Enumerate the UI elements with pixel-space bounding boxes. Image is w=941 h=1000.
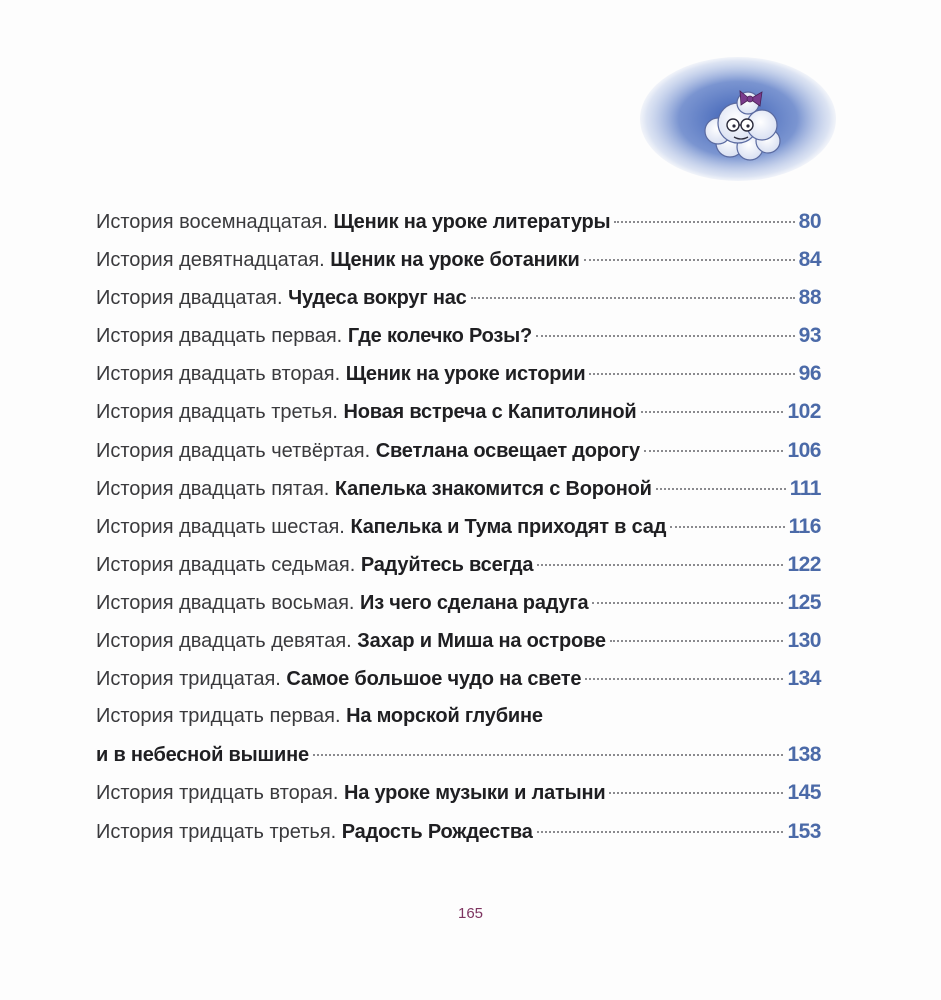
toc-entry-title: и в небесной вышине — [96, 744, 309, 767]
toc-entry-title: Захар и Миша на острове — [357, 630, 606, 653]
table-of-contents — [96, 210, 821, 858]
dot-leader — [656, 488, 786, 490]
toc-entry-page: 145 — [787, 781, 821, 805]
toc-entry-title: Капелька знакомится с Вороной — [334, 477, 652, 500]
dot-leader — [537, 831, 784, 833]
dot-leader — [592, 602, 783, 604]
toc-entry-title: На уроке музыки и латыни — [343, 782, 606, 805]
dot-leader — [536, 335, 795, 337]
toc-entry-title: Радуйтесь всегда — [360, 553, 534, 576]
toc-entry-number: История двадцать третья. — [96, 401, 338, 424]
toc-entry-page: 96 — [798, 362, 821, 386]
toc-entry-title: Самое большое чудо на свете — [286, 668, 582, 691]
toc-entry-number: История двадцать седьмая. — [96, 553, 356, 576]
toc-entry-title: Светлана освещает дорогу — [375, 439, 640, 462]
toc-entry[interactable] — [96, 248, 821, 286]
toc-entry-title: Щеник на уроке истории — [345, 363, 586, 386]
toc-entry-page: 80 — [798, 210, 821, 233]
toc-entry[interactable] — [96, 400, 821, 438]
toc-entry-number: История двадцатая. — [96, 287, 283, 310]
toc-entry[interactable] — [96, 820, 821, 858]
toc-entry-page: 153 — [787, 819, 821, 843]
toc-entry-number: История двадцать первая. — [96, 325, 343, 348]
toc-entry[interactable] — [96, 667, 821, 705]
toc-entry[interactable] — [96, 629, 821, 667]
toc-entry-number: История двадцать вторая. — [96, 363, 341, 386]
toc-entry-page: 138 — [787, 743, 821, 767]
toc-entry[interactable] — [96, 286, 821, 324]
toc-entry-page: 130 — [787, 629, 821, 653]
toc-entry-number: История двадцать четвёртая. — [96, 439, 371, 462]
toc-entry-number: История девятнадцатая. — [96, 249, 325, 272]
toc-entry-page: 116 — [788, 514, 821, 538]
toc-entry-title: Где колечко Розы? — [347, 325, 533, 348]
toc-entry-number: История тридцать вторая. — [96, 782, 339, 805]
toc-entry[interactable] — [96, 553, 821, 591]
dot-leader — [609, 792, 783, 794]
toc-entry-number: История двадцать восьмая. — [96, 591, 355, 614]
toc-entry-number: История двадцать пятая. — [96, 477, 330, 500]
toc-entry-page: 125 — [787, 590, 821, 614]
dot-leader — [614, 221, 794, 223]
toc-entry-title: Из чего сделана радуга — [360, 591, 589, 614]
toc-entry-number: История восемнадцатая. — [96, 211, 328, 233]
toc-entry-page: 84 — [798, 248, 821, 272]
toc-entry-page: 122 — [787, 552, 821, 576]
toc-entry-title: На морской глубине — [346, 705, 543, 728]
cloud-character-with-glasses-icon — [638, 55, 838, 183]
toc-entry-page: 93 — [798, 324, 821, 348]
toc-entry-title: Чудеса вокруг нас — [288, 287, 467, 310]
dot-leader — [644, 450, 784, 452]
toc-entry-number: История тридцать третья. — [96, 820, 337, 843]
toc-entry[interactable] — [96, 477, 821, 515]
toc-entry[interactable] — [96, 210, 821, 248]
toc-entry[interactable] — [96, 439, 821, 477]
toc-entry-title: Щеник на уроке литературы — [333, 211, 611, 233]
dot-leader — [471, 297, 795, 299]
toc-entry-number: История двадцать девятая. — [96, 630, 352, 653]
toc-entry[interactable] — [96, 324, 821, 362]
toc-entry-title: Радость Рождества — [341, 820, 533, 843]
page-number: 165 — [457, 905, 484, 922]
dot-leader — [610, 640, 784, 642]
toc-entry[interactable] — [96, 591, 821, 629]
toc-entry-number: История тридцать первая. — [96, 705, 341, 728]
toc-entry-page: 134 — [787, 667, 821, 691]
toc-entry-continuation[interactable] — [96, 743, 821, 781]
toc-entry-page: 106 — [787, 438, 821, 462]
dot-leader — [313, 754, 784, 756]
toc-entry[interactable] — [96, 781, 821, 819]
dot-leader — [585, 678, 783, 680]
toc-entry-title: Новая встреча с Капитолиной — [343, 401, 637, 424]
dot-leader — [641, 411, 784, 413]
dot-leader — [589, 373, 794, 375]
dot-leader — [670, 526, 784, 528]
cloud-illustration — [638, 55, 838, 183]
toc-entry[interactable] — [96, 515, 821, 553]
toc-entry-number: История тридцатая. — [96, 668, 281, 691]
toc-entry-title: Щеник на уроке ботаники — [330, 249, 580, 272]
toc-entry-title: Капелька и Тума приходят в сад — [350, 515, 667, 538]
toc-entry[interactable] — [96, 705, 821, 743]
toc-entry-page: 102 — [787, 400, 821, 424]
toc-entry-page: 88 — [798, 286, 821, 310]
dot-leader — [537, 564, 783, 566]
toc-entry-number: История двадцать шестая. — [96, 515, 345, 538]
toc-entry-page: 111 — [789, 476, 821, 500]
toc-entry[interactable] — [96, 362, 821, 400]
dot-leader — [584, 259, 795, 261]
